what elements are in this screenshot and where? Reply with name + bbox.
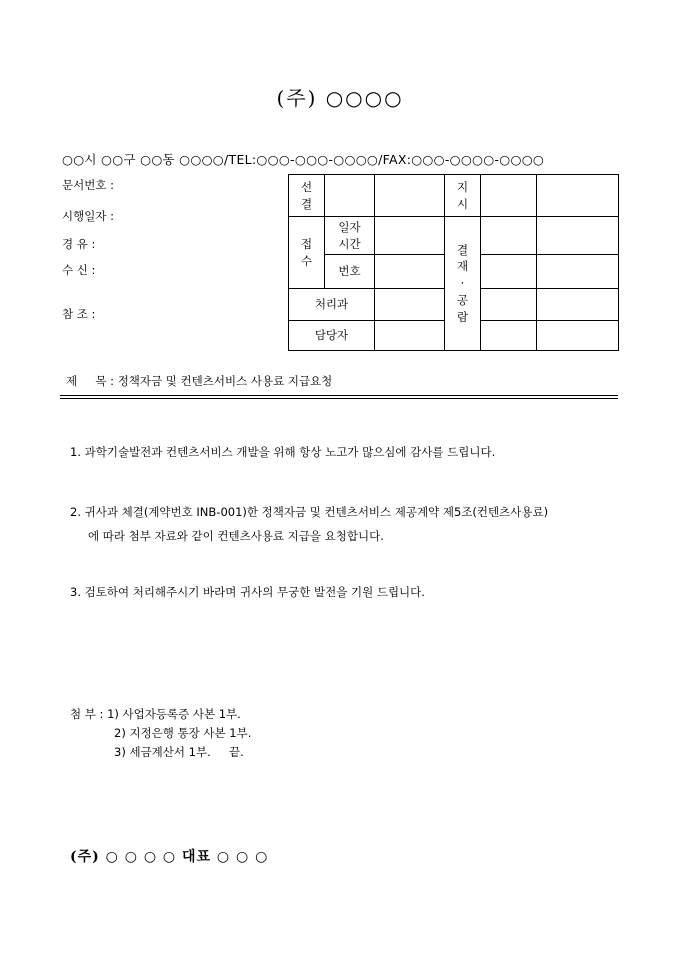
approval-cell-person-in-charge [289, 321, 375, 351]
approval-signature-cell [375, 175, 445, 217]
approval-label: 접 [300, 236, 313, 251]
approval-label: 재 [456, 259, 469, 274]
body-paragraph-1: 1. 과학기술발전과 컨텐츠서비스 개발을 위해 항상 노고가 많으심에 감사를 드립니다. [70, 445, 496, 459]
subject-text: 정책자금 및 컨텐츠서비스 사용료 지급요청 [117, 374, 333, 388]
attachment-item: 3) 세금계산서 1부. 끝. [114, 745, 244, 759]
approval-label: 수 [300, 253, 313, 268]
field-recipient [62, 262, 118, 278]
approval-label: · [460, 276, 465, 291]
approval-cell-date-time [325, 217, 375, 255]
field-reference [62, 306, 118, 322]
field-document-number [62, 177, 118, 193]
approval-label: 결 [456, 242, 469, 257]
approval-value-cell [537, 217, 619, 255]
approval-value-cell [375, 321, 445, 351]
approval-value-cell [481, 217, 537, 255]
divider-top [60, 395, 618, 396]
address-line: ○○시 ○○구 ○○동 ○○○○/TEL:○○○-○○○-○○○○/FAX:○○○-○○○○-○○○○ [62, 152, 545, 167]
approval-cell-jeopsu [289, 217, 325, 289]
field-via [62, 236, 118, 252]
approval-label: 담당자 [314, 328, 349, 343]
approval-label: 결 [300, 196, 313, 211]
attachment-row [70, 705, 251, 724]
approval-label: 번호 [338, 264, 361, 279]
approval-label: 시간 [338, 236, 361, 251]
body-paragraph-3: 3. 검토하여 처리해주시기 바라며 귀사의 무궁한 발전을 기원 드립니다. [70, 585, 425, 599]
attachment-item: 2) 지정은행 통장 사본 1부. [114, 726, 252, 740]
approval-label: 람 [456, 309, 469, 324]
approval-label: 공 [456, 292, 469, 307]
approval-value-cell [481, 255, 537, 289]
approval-signature-cell [481, 175, 537, 217]
approval-label: 시 [456, 196, 469, 211]
divider-bottom [60, 398, 618, 399]
attachments [70, 705, 251, 762]
field-issue-date [62, 208, 118, 224]
approval-cell-seongyeol [289, 175, 325, 217]
approval-cell-processing-dept [289, 289, 375, 321]
approval-value-cell [375, 217, 445, 255]
approval-value-cell [375, 255, 445, 289]
approval-value-cell [375, 289, 445, 321]
approval-value-cell [537, 289, 619, 321]
approval-label: 처리과 [314, 297, 349, 312]
approval-value-cell [481, 321, 537, 351]
approval-signature-cell [537, 175, 619, 217]
attachment-label: 첨 부 : [70, 707, 104, 721]
approval-value-cell [537, 321, 619, 351]
approval-cell-gyeoljae-gongram [445, 217, 481, 351]
approval-label: 일자 [338, 219, 361, 234]
approval-cell-jisi [445, 175, 481, 217]
approval-cell-number [325, 255, 375, 289]
approval-signature-cell [325, 175, 375, 217]
field-label: 참 조 : [62, 307, 96, 321]
approval-table [288, 174, 619, 351]
field-label: 수 신 : [62, 263, 96, 277]
attachment-item: 1) 사업자등록증 사본 1부. [107, 707, 241, 721]
body-paragraph-2 [70, 500, 626, 548]
field-label: 시행일자 : [62, 209, 114, 223]
field-label: 문서번호 : [62, 178, 114, 192]
signature-line: (주) ○ ○ ○ ○ 대표 ○ ○ ○ [70, 849, 269, 865]
document-title: (주) ○○○○ [276, 86, 404, 110]
body-paragraph-2-line-1: 2. 귀사과 체결(계약번호 INB-001)한 정책자금 및 컨텐츠서비스 제공계약 제5조(컨텐츠사용료) [70, 505, 549, 519]
approval-value-cell [537, 255, 619, 289]
approval-label: 선 [300, 179, 313, 194]
approval-label: 지 [456, 179, 469, 194]
body-paragraph-2-line-2: 에 따라 첨부 자료와 같이 컨텐츠사용료 지급을 요청합니다. [88, 529, 384, 543]
field-label: 경 유 : [62, 237, 96, 251]
approval-value-cell [481, 289, 537, 321]
subject-label: 제 목 : [66, 374, 115, 388]
subject-line [66, 373, 332, 389]
